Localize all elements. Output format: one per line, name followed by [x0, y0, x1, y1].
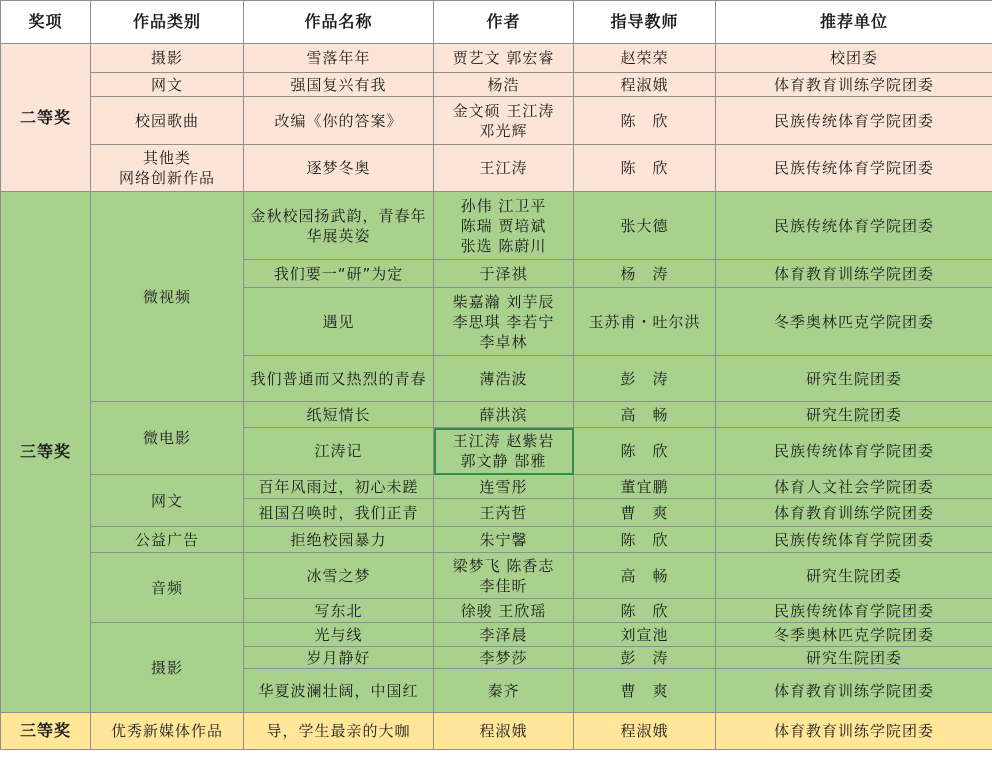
unit-cell[interactable] — [716, 44, 992, 73]
unit-cell-text: 研究生院团委 — [805, 648, 902, 667]
work-name-cell[interactable] — [244, 260, 434, 288]
work-name-cell[interactable] — [244, 527, 434, 553]
author-cell-text: 薄浩波 — [479, 369, 528, 388]
teacher-cell[interactable] — [574, 192, 716, 260]
work-name-cell[interactable] — [244, 402, 434, 428]
teacher-cell-text: 董宜鹏 — [620, 477, 669, 496]
category-cell-text: 网文 — [150, 491, 183, 510]
teacher-cell[interactable] — [574, 713, 716, 750]
unit-cell[interactable] — [716, 288, 992, 356]
author-cell[interactable] — [434, 260, 574, 288]
work-name-cell[interactable] — [244, 97, 434, 145]
table-row — [1, 527, 992, 553]
teacher-cell[interactable] — [574, 288, 716, 356]
unit-cell-text: 民族传统体育学院团委 — [773, 216, 934, 235]
category-cell[interactable] — [91, 402, 244, 475]
author-cell[interactable] — [434, 402, 574, 428]
author-cell[interactable] — [434, 97, 574, 145]
work-name-cell-text: 遇见 — [322, 312, 355, 331]
author-cell[interactable] — [434, 73, 574, 97]
author-cell[interactable] — [434, 713, 574, 750]
work-name-cell[interactable] — [244, 192, 434, 260]
author-cell[interactable] — [434, 44, 574, 73]
table-row — [1, 192, 992, 260]
teacher-cell-text: 曹 爽 — [620, 503, 669, 522]
teacher-cell[interactable] — [574, 428, 716, 475]
table-row — [1, 44, 992, 73]
work-name-cell-text: 百年风雨过，初心未蹉 — [258, 477, 419, 496]
author-cell-text: 李泽晨 — [479, 625, 528, 644]
teacher-cell-text: 陈 欣 — [620, 111, 669, 130]
table-row — [1, 73, 992, 97]
unit-cell[interactable] — [716, 192, 992, 260]
work-name-cell[interactable] — [244, 145, 434, 192]
author-cell-text: 李梦莎 — [479, 648, 528, 667]
teacher-cell-text: 程淑娥 — [620, 722, 669, 740]
author-cell-text: 薛洪滨 — [479, 405, 528, 424]
author-cell[interactable] — [434, 527, 574, 553]
unit-cell-text: 冬季奥林匹克学院团委 — [773, 625, 934, 644]
work-name-cell-text: 导，学生最亲的大咖 — [266, 722, 411, 740]
teacher-cell[interactable] — [574, 97, 716, 145]
teacher-cell-text: 高 畅 — [620, 566, 669, 585]
author-cell-text: 杨浩 — [487, 75, 520, 94]
header-award[interactable]: 奖项 — [1, 1, 91, 44]
unit-cell-text: 研究生院团委 — [805, 405, 902, 424]
teacher-cell[interactable] — [574, 260, 716, 288]
teacher-cell[interactable] — [574, 527, 716, 553]
work-name-cell-text: 拒绝校园暴力 — [290, 530, 387, 549]
teacher-cell-text: 赵荣荣 — [620, 49, 669, 67]
unit-cell-text: 冬季奥林匹克学院团委 — [773, 312, 934, 331]
author-cell-text: 于泽祺 — [479, 264, 528, 283]
unit-cell-text: 体育教育训练学院团委 — [773, 503, 934, 522]
award-cell[interactable] — [1, 44, 91, 192]
category-cell-text: 摄影 — [150, 49, 183, 67]
work-name-cell[interactable] — [244, 623, 434, 647]
work-name-cell-text: 我们普通而又热烈的青春 — [250, 369, 427, 388]
work-name-cell[interactable] — [244, 288, 434, 356]
unit-cell[interactable] — [716, 475, 992, 499]
author-cell[interactable] — [434, 288, 574, 356]
teacher-cell[interactable] — [574, 145, 716, 192]
author-cell[interactable] — [434, 669, 574, 713]
category-cell[interactable] — [91, 713, 244, 750]
unit-cell[interactable] — [716, 356, 992, 402]
teacher-cell-text: 陈 欣 — [620, 159, 669, 177]
work-name-cell-text: 岁月静好 — [306, 648, 371, 667]
author-cell-text: 金文硕 王江涛 邓光辉 — [452, 101, 555, 140]
unit-cell[interactable] — [716, 428, 992, 475]
author-cell-selected[interactable] — [434, 428, 574, 475]
unit-cell[interactable] — [716, 527, 992, 553]
work-name-cell[interactable] — [244, 44, 434, 73]
category-cell[interactable] — [91, 97, 244, 145]
work-name-cell[interactable] — [244, 553, 434, 599]
unit-cell-text: 民族传统体育学院团委 — [773, 601, 934, 620]
teacher-cell[interactable] — [574, 553, 716, 599]
award-cell-text: 三等奖 — [19, 442, 71, 461]
work-name-cell-text: 强国复兴有我 — [290, 75, 387, 94]
teacher-cell-text: 刘宣池 — [620, 625, 669, 644]
table-row — [1, 553, 992, 599]
work-name-cell[interactable] — [244, 647, 434, 669]
teacher-cell-text: 玉苏甫・吐尔洪 — [588, 312, 701, 331]
author-cell-text: 贾艺文 郭宏睿 — [452, 49, 555, 67]
author-cell-text: 梁梦飞 陈香志 李佳昕 — [452, 556, 555, 595]
category-cell[interactable] — [91, 73, 244, 97]
unit-cell[interactable] — [716, 402, 992, 428]
author-cell[interactable] — [434, 356, 574, 402]
author-cell-text: 王江涛 — [479, 159, 528, 177]
category-cell-text: 微电影 — [142, 429, 191, 447]
author-cell-text: 秦齐 — [487, 681, 520, 700]
unit-cell[interactable] — [716, 97, 992, 145]
teacher-cell[interactable] — [574, 73, 716, 97]
work-name-cell-text: 冰雪之梦 — [306, 566, 371, 585]
category-cell[interactable] — [91, 145, 244, 192]
unit-cell[interactable] — [716, 599, 992, 623]
work-name-cell-text: 华夏波澜壮阔，中国红 — [258, 681, 419, 700]
category-cell-text: 微视频 — [142, 287, 191, 306]
work-name-cell-text: 我们要一“研”为定 — [273, 264, 404, 283]
work-name-cell[interactable] — [244, 713, 434, 750]
category-cell[interactable] — [91, 623, 244, 713]
header-work-name[interactable]: 作品名称 — [244, 1, 434, 44]
author-cell[interactable] — [434, 192, 574, 260]
table-row — [1, 145, 992, 192]
teacher-cell[interactable] — [574, 647, 716, 669]
unit-cell-text: 研究生院团委 — [805, 369, 902, 388]
author-cell-text: 王芮哲 — [479, 503, 528, 522]
work-name-cell[interactable] — [244, 356, 434, 402]
unit-cell-text: 民族传统体育学院团委 — [773, 442, 934, 460]
author-cell-text: 程淑娥 — [479, 722, 528, 740]
teacher-cell-text: 张大德 — [620, 216, 669, 235]
work-name-cell-text: 改编《你的答案》 — [274, 111, 403, 130]
author-cell-text: 徐骏 王欣瑶 — [460, 601, 547, 620]
unit-cell[interactable] — [716, 623, 992, 647]
category-cell[interactable] — [91, 553, 244, 623]
table-row — [1, 97, 992, 145]
teacher-cell-text: 陈 欣 — [620, 442, 669, 460]
author-cell-selected-text: 王江涛 赵紫岩 郭文静 郜雅 — [452, 432, 555, 470]
author-cell-text: 柴嘉瀚 刘芋辰 李思琪 李若宁 李卓林 — [452, 292, 555, 351]
category-cell-text: 其他类 网络创新作品 — [118, 149, 215, 187]
teacher-cell-text: 彭 涛 — [620, 369, 669, 388]
table-row — [1, 623, 992, 647]
award-cell-text: 三等奖 — [19, 721, 71, 740]
work-name-cell[interactable] — [244, 499, 434, 527]
unit-cell-text: 研究生院团委 — [805, 566, 902, 585]
teacher-cell-text: 程淑娥 — [620, 75, 669, 94]
work-name-cell[interactable] — [244, 669, 434, 713]
work-name-cell-text: 金秋校园扬武韵，青春年华展英姿 — [250, 206, 427, 245]
author-cell-text: 朱宁馨 — [479, 530, 528, 549]
header-row — [1, 1, 992, 44]
unit-cell-text: 体育教育训练学院团委 — [773, 75, 934, 94]
teacher-cell-text: 陈 欣 — [620, 530, 669, 549]
work-name-cell-text: 纸短情长 — [306, 405, 371, 424]
category-cell[interactable] — [91, 192, 244, 402]
unit-cell-text: 体育人文社会学院团委 — [773, 477, 934, 496]
teacher-cell[interactable] — [574, 669, 716, 713]
work-name-cell-text: 江涛记 — [314, 442, 363, 460]
author-cell[interactable] — [434, 475, 574, 499]
header-category[interactable]: 作品类别 — [91, 1, 244, 44]
teacher-cell[interactable] — [574, 475, 716, 499]
work-name-cell-text: 写东北 — [314, 601, 363, 620]
award-cell[interactable] — [1, 713, 91, 750]
author-cell[interactable] — [434, 623, 574, 647]
category-cell[interactable] — [91, 44, 244, 73]
header-teacher[interactable]: 指导教师 — [574, 1, 716, 44]
work-name-cell[interactable] — [244, 73, 434, 97]
unit-cell-text: 体育教育训练学院团委 — [773, 722, 934, 740]
teacher-cell-text: 曹 爽 — [620, 681, 669, 700]
unit-cell-text: 民族传统体育学院团委 — [773, 111, 934, 130]
category-cell-text: 网文 — [150, 75, 183, 94]
unit-cell[interactable] — [716, 73, 992, 97]
author-cell[interactable] — [434, 647, 574, 669]
teacher-cell[interactable] — [574, 623, 716, 647]
table-body — [1, 44, 992, 750]
author-cell[interactable] — [434, 553, 574, 599]
author-cell-text: 连雪彤 — [479, 477, 528, 496]
work-name-cell[interactable] — [244, 475, 434, 499]
work-name-cell[interactable] — [244, 599, 434, 623]
category-cell-text: 公益广告 — [134, 530, 199, 549]
teacher-cell[interactable] — [574, 44, 716, 73]
table-row — [1, 402, 992, 428]
award-cell-text: 二等奖 — [19, 107, 71, 127]
unit-cell-text: 体育教育训练学院团委 — [773, 681, 934, 700]
teacher-cell[interactable] — [574, 402, 716, 428]
teacher-cell-text: 彭 涛 — [620, 648, 669, 667]
unit-cell[interactable] — [716, 647, 992, 669]
teacher-cell-text: 杨 涛 — [620, 264, 669, 283]
category-cell-text: 摄影 — [150, 658, 183, 677]
unit-cell-text: 校团委 — [829, 49, 878, 67]
table-row — [1, 475, 992, 499]
teacher-cell-text: 高 畅 — [620, 405, 669, 424]
unit-cell[interactable] — [716, 145, 992, 192]
unit-cell[interactable] — [716, 499, 992, 527]
teacher-cell[interactable] — [574, 599, 716, 623]
author-cell[interactable] — [434, 499, 574, 527]
category-cell[interactable] — [91, 475, 244, 527]
unit-cell[interactable] — [716, 260, 992, 288]
teacher-cell[interactable] — [574, 499, 716, 527]
teacher-cell-text: 陈 欣 — [620, 601, 669, 620]
table-row — [1, 713, 992, 750]
teacher-cell[interactable] — [574, 356, 716, 402]
category-cell-text: 音频 — [150, 578, 183, 597]
unit-cell[interactable] — [716, 553, 992, 599]
author-cell-text: 孙伟 江卫平 陈瑞 贾培斌 张选 陈蔚川 — [460, 196, 547, 255]
header-unit[interactable]: 推荐单位 — [716, 1, 992, 44]
award-cell[interactable] — [1, 192, 91, 713]
work-name-cell[interactable] — [244, 428, 434, 475]
category-cell-text: 校园歌曲 — [134, 111, 199, 130]
work-name-cell-text: 逐梦冬奥 — [306, 159, 371, 177]
unit-cell[interactable] — [716, 669, 992, 713]
category-cell[interactable] — [91, 527, 244, 553]
work-name-cell-text: 祖国召唤时，我们正青 — [258, 503, 419, 522]
unit-cell[interactable] — [716, 713, 992, 750]
author-cell[interactable] — [434, 599, 574, 623]
unit-cell-text: 民族传统体育学院团委 — [773, 159, 934, 177]
category-cell-text: 优秀新媒体作品 — [110, 722, 223, 740]
work-name-cell-text: 雪落年年 — [306, 49, 371, 67]
work-name-cell-text: 光与线 — [314, 625, 363, 644]
author-cell[interactable] — [434, 145, 574, 192]
header-author[interactable]: 作者 — [434, 1, 574, 44]
unit-cell-text: 民族传统体育学院团委 — [773, 530, 934, 549]
unit-cell-text: 体育教育训练学院团委 — [773, 264, 934, 283]
